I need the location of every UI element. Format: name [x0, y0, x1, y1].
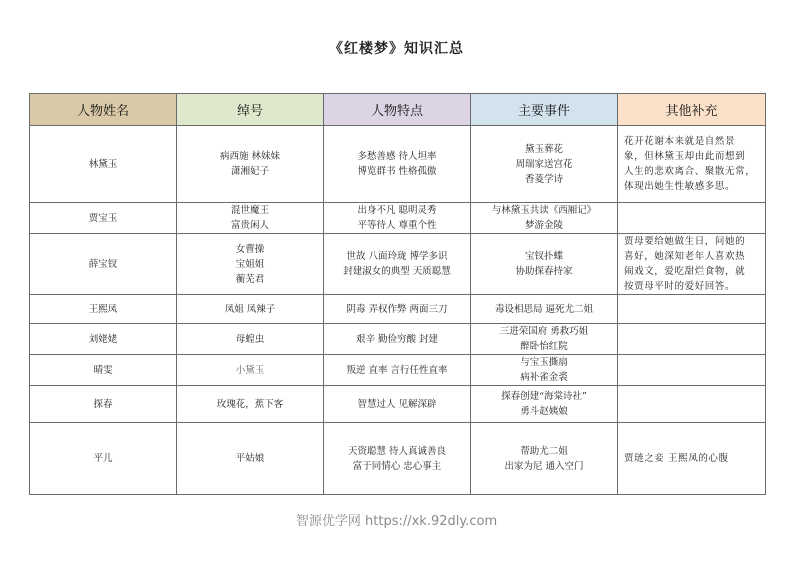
cell-line: 混世魔王 — [230, 205, 269, 216]
cell-line: 潇湘妃子 — [230, 166, 269, 177]
cell-line: 喜好，她深知老年人喜欢热 — [624, 251, 746, 262]
name-cell: 薛宝钗 — [30, 234, 177, 295]
cell-line: 花开花谢本来就是自然景 — [624, 136, 736, 147]
events-cell — [471, 355, 618, 386]
nickname-cell — [177, 355, 324, 386]
header-traits: 人物特点 — [324, 94, 471, 126]
cell-line: 人生的悲欢离合、聚散无常， — [624, 166, 756, 177]
nickname-cell — [177, 126, 324, 203]
cell-line: 周瑞家送宫花 — [515, 158, 573, 170]
name-cell: 王熙凤 — [30, 295, 177, 324]
cell-line: 母蝗虫 — [235, 333, 265, 345]
table-row — [30, 386, 766, 423]
extra-cell — [618, 203, 766, 234]
table-header-row — [30, 94, 766, 126]
cell-line: 出身不凡 聪明灵秀 — [357, 205, 437, 216]
cell-line: 与林黛玉共读《西厢记》 — [491, 205, 597, 216]
cell-line: 香菱学诗 — [524, 173, 563, 185]
cell-line: 毒设相思局 逼死尤二姐 — [494, 303, 594, 315]
cell-line: 醉卧怡红院 — [520, 341, 568, 352]
events-cell — [471, 324, 618, 355]
table-row — [30, 423, 766, 495]
name-cell: 探春 — [30, 386, 177, 423]
table-row — [30, 355, 766, 386]
cell-line: 病西施 林妹妹 — [219, 151, 281, 162]
cell-line: 与宝玉撕扇 — [520, 357, 568, 368]
events-cell — [471, 126, 618, 203]
nickname-cell — [177, 386, 324, 423]
table-row — [30, 203, 766, 234]
header-events: 主要事件 — [471, 94, 618, 126]
traits-cell — [324, 234, 471, 295]
cell-line: 博览群书 性格孤傲 — [357, 166, 437, 177]
events-cell — [471, 234, 618, 295]
name-cell: 晴雯 — [30, 355, 177, 386]
extra-cell — [618, 234, 766, 295]
events-cell — [471, 423, 618, 495]
cell-line: 叛逆 直率 言行任性直率 — [346, 364, 448, 376]
traits-cell — [324, 126, 471, 203]
header-nickname: 绰号 — [177, 94, 324, 126]
cell-line: 天资聪慧 待人真诚善良 — [347, 445, 447, 457]
cell-line: 小黛玉 — [235, 364, 265, 376]
cell-line: 阴毒 弄权作弊 两面三刀 — [346, 303, 448, 315]
cell-line: 贾琏之妾 王熙凤的心腹 — [624, 453, 729, 464]
header-extra: 其他补充 — [618, 94, 766, 126]
extra-cell — [618, 324, 766, 355]
extra-cell — [618, 126, 766, 203]
cell-line: 体现出她生性敏感多思。 — [624, 181, 736, 192]
cell-line: 勇斗赵姨娘 — [520, 406, 568, 417]
nickname-cell — [177, 324, 324, 355]
cell-line: 多愁善感 待人坦率 — [357, 151, 437, 162]
name-cell: 刘姥姥 — [30, 324, 177, 355]
table-row — [30, 234, 766, 295]
cell-line: 宝钗扑蝶 — [524, 251, 563, 262]
name-cell: 平儿 — [30, 423, 177, 495]
watermark: 智源优学网 https://xk.92dly.com — [295, 514, 498, 529]
cell-line: 平等待人 尊重个性 — [357, 220, 437, 231]
cell-line: 梦游金陵 — [524, 220, 563, 231]
nickname-cell — [177, 234, 324, 295]
extra-cell — [618, 423, 766, 495]
knowledge-table — [29, 93, 766, 495]
cell-line: 智慧过人 见解深辟 — [357, 398, 437, 410]
cell-line: 出家为尼 通入空门 — [504, 460, 584, 472]
cell-line: 帮助尤二姐 — [520, 445, 568, 457]
traits-cell — [324, 386, 471, 423]
cell-line: 三进荣国府 勇救巧姐 — [499, 326, 589, 337]
cell-line: 富于同情心 忠心事主 — [352, 460, 442, 472]
cell-line: 女曹操 — [235, 243, 265, 255]
extra-cell — [618, 355, 766, 386]
extra-cell — [618, 295, 766, 324]
nickname-cell — [177, 203, 324, 234]
cell-line: 富贵闲人 — [230, 220, 269, 231]
name-cell: 贾宝玉 — [30, 203, 177, 234]
cell-line: 世故 八面玲珑 博学多识 — [346, 251, 448, 262]
cell-line: 艰辛 勤俭穷酸 封建 — [355, 333, 439, 345]
table-row — [30, 295, 766, 324]
cell-line: 玫瑰花，蕉下客 — [216, 398, 284, 410]
name-cell: 林黛玉 — [30, 126, 177, 203]
traits-cell — [324, 355, 471, 386]
nickname-cell — [177, 295, 324, 324]
header-name: 人物姓名 — [30, 94, 177, 126]
extra-cell — [618, 386, 766, 423]
cell-line: 象，但林黛玉却由此而想到 — [624, 151, 746, 162]
cell-line: 平姑娘 — [235, 453, 265, 464]
events-cell — [471, 295, 618, 324]
cell-line: 宝姐姐 — [235, 258, 265, 270]
cell-line: 贾母要给她做生日，问她的 — [624, 236, 746, 247]
nickname-cell — [177, 423, 324, 495]
cell-line: 病补雀金裘 — [520, 372, 568, 383]
cell-line: 封建淑女的典型 天质聪慧 — [343, 266, 451, 277]
table-row — [30, 126, 766, 203]
cell-line: 探春创建“海棠诗社” — [501, 391, 587, 402]
traits-cell — [324, 295, 471, 324]
events-cell — [471, 386, 618, 423]
cell-line: 蘅芜君 — [235, 273, 265, 285]
traits-cell — [324, 423, 471, 495]
cell-line: 凤姐 凤辣子 — [224, 303, 276, 315]
traits-cell — [324, 203, 471, 234]
cell-line: 按贾母平时的爱好回答。 — [624, 281, 736, 292]
traits-cell — [324, 324, 471, 355]
events-cell — [471, 203, 618, 234]
cell-line: 闹戏文，爱吃甜烂食物，就 — [624, 266, 746, 277]
cell-line: 协助探春持家 — [515, 266, 573, 277]
document-title: 《红楼梦》知识汇总 — [329, 41, 464, 57]
cell-line: 黛玉葬花 — [524, 143, 563, 155]
table-row — [30, 324, 766, 355]
